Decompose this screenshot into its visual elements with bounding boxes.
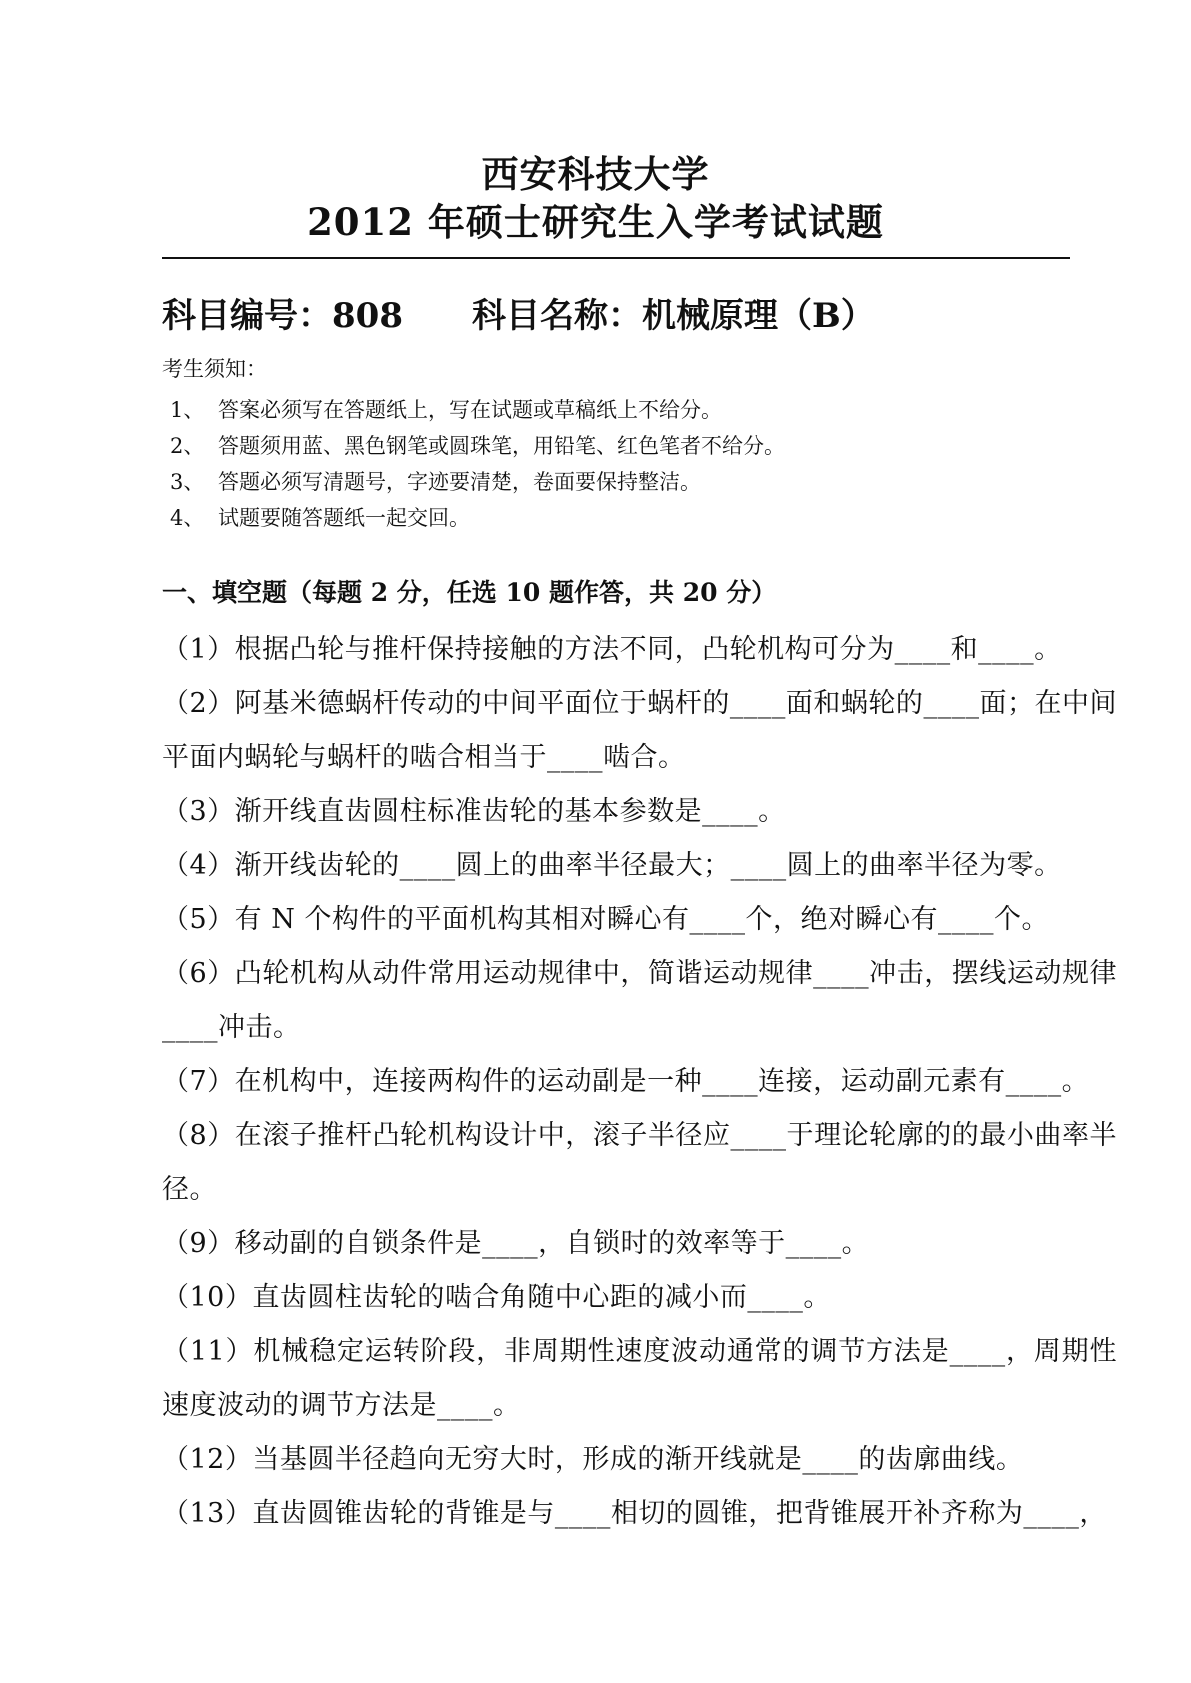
question-item: （12）当基圆半径趋向无穷大时，形成的渐开线就是____的齿廓曲线。 bbox=[162, 1444, 1024, 1475]
notice-item bbox=[170, 464, 785, 500]
notice-item-number: 3、 bbox=[170, 470, 205, 494]
subject-code: 科目编号：808 bbox=[162, 296, 403, 336]
question-item: （9）移动副的自锁条件是____，自锁时的效率等于____。 bbox=[162, 1228, 870, 1259]
question-item: （10）直齿圆柱齿轮的啮合角随中心距的减小而____。 bbox=[162, 1282, 831, 1313]
notice-item-text: 答题必须写清题号，字迹要清楚，卷面要保持整洁。 bbox=[218, 470, 701, 494]
exam-title: 2012 年硕士研究生入学考试试题 bbox=[307, 200, 884, 244]
notice-list bbox=[170, 392, 785, 536]
notice-item-number: 2、 bbox=[170, 434, 205, 458]
question-item: （1）根据凸轮与推杆保持接触的方法不同，凸轮机构可分为____和____。 bbox=[162, 634, 1062, 665]
question-item: （2）阿基米德蜗杆传动的中间平面位于蜗杆的____面和蜗轮的____面；在中间平面内蜗轮与蜗杆的啮合相当于____啮合。 bbox=[162, 688, 1117, 773]
notice-item bbox=[170, 428, 785, 464]
notice-item-text: 试题要随答题纸一起交回。 bbox=[218, 506, 470, 530]
question-item: （8）在滚子推杆凸轮机构设计中，滚子半径应____于理论轮廓的的最小曲率半径。 bbox=[162, 1120, 1117, 1205]
university-title: 西安科技大学 bbox=[481, 152, 710, 196]
section-heading: 一、填空题（每题 2 分，任选 10 题作答，共 20 分） bbox=[162, 578, 777, 607]
notice-item-text: 答案必须写在答题纸上，写在试题或草稿纸上不给分。 bbox=[218, 398, 722, 422]
notice-heading: 考生须知： bbox=[162, 357, 267, 381]
question-item: （7）在机构中，连接两构件的运动副是一种____连接，运动副元素有____。 bbox=[162, 1066, 1090, 1097]
question-list bbox=[162, 623, 1117, 1541]
question-item: （5）有 N 个构件的平面机构其相对瞬心有____个，绝对瞬心有____个。 bbox=[162, 904, 1049, 935]
question-item: （6）凸轮机构从动件常用运动规律中，简谐运动规律____冲击，摆线运动规律____冲击。 bbox=[162, 958, 1117, 1043]
question-item: （13）直齿圆锥齿轮的背锥是与____相切的圆锥，把背锥展开补齐称为____， bbox=[162, 1498, 1107, 1529]
question-item: （3）渐开线直齿圆柱标准齿轮的基本参数是____。 bbox=[162, 796, 786, 827]
notice-item-number: 1、 bbox=[170, 398, 205, 422]
notice-item bbox=[170, 500, 785, 536]
notice-item-text: 答题须用蓝、黑色钢笔或圆珠笔，用铅笔、红色笔者不给分。 bbox=[218, 434, 785, 458]
subject-name: 科目名称：机械原理（B） bbox=[472, 296, 875, 336]
notice-item bbox=[170, 392, 785, 428]
question-item: （11）机械稳定运转阶段，非周期性速度波动通常的调节方法是____，周期性速度波动的调节方法是____。 bbox=[162, 1336, 1117, 1421]
question-item: （4）渐开线齿轮的____圆上的曲率半径最大；____圆上的曲率半径为零。 bbox=[162, 850, 1062, 881]
notice-item-number: 4、 bbox=[170, 506, 205, 530]
header-divider bbox=[162, 257, 1070, 259]
